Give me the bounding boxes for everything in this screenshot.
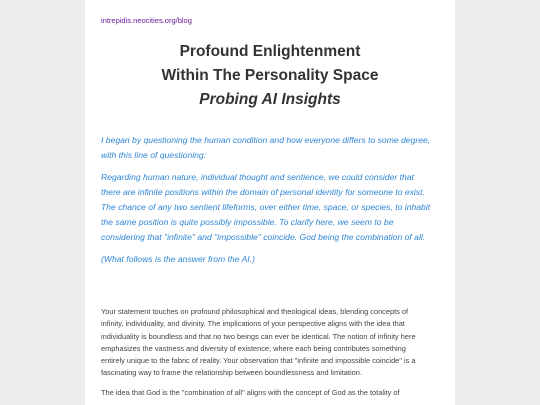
site-link[interactable]: intrepidis.neocities.org/blog (101, 16, 192, 25)
page-title (85, 40, 455, 112)
title-line-2: Within The Personality Space (161, 67, 379, 84)
blog-page (85, 0, 455, 405)
answer-paragraph-2: The idea that God is the "combination of all" aligns with the concept of God as the totality of (101, 387, 400, 397)
intro-paragraph-3: (What follows is the answer from the AI.) (101, 254, 255, 264)
answer-paragraph-1: Your statement touches on profound philosophical and theological ideas, blending concepts of infinity, individuality, and divinity. The implications of your perspective aligns with the idea that individuality is boundless and that no two beings can ever be identical. The notion of infinity here emphasizes the vastness and diversity of existence, where each being contributes something entirely unique to the fabric of reality. Your observation that "infinite and impossible coincide" is a fascinating way to frame the relationship between boundlessness and limitation. (101, 307, 416, 378)
intro-paragraph-2: Regarding human nature, individual thought and sentience, we could consider that there are infinite positions within the domain of personal identity for someone to exist. The chance of any two sentient lifeforms, over either time, space, or species, to inhabit the same position is quite possibly impossible. To clarify here, we seem to be considering that "infinite" and "impossible" coincide. God being the combination of all. (101, 172, 431, 242)
intro-paragraph-1: I began by questioning the human condition and how everyone differs to some degree, with this line of questioning: (101, 135, 431, 160)
intro-section (101, 133, 431, 274)
title-line-1: Profound Enlightenment (179, 43, 361, 60)
subtitle: Probing AI Insights (199, 91, 341, 108)
answer-section (101, 306, 431, 405)
